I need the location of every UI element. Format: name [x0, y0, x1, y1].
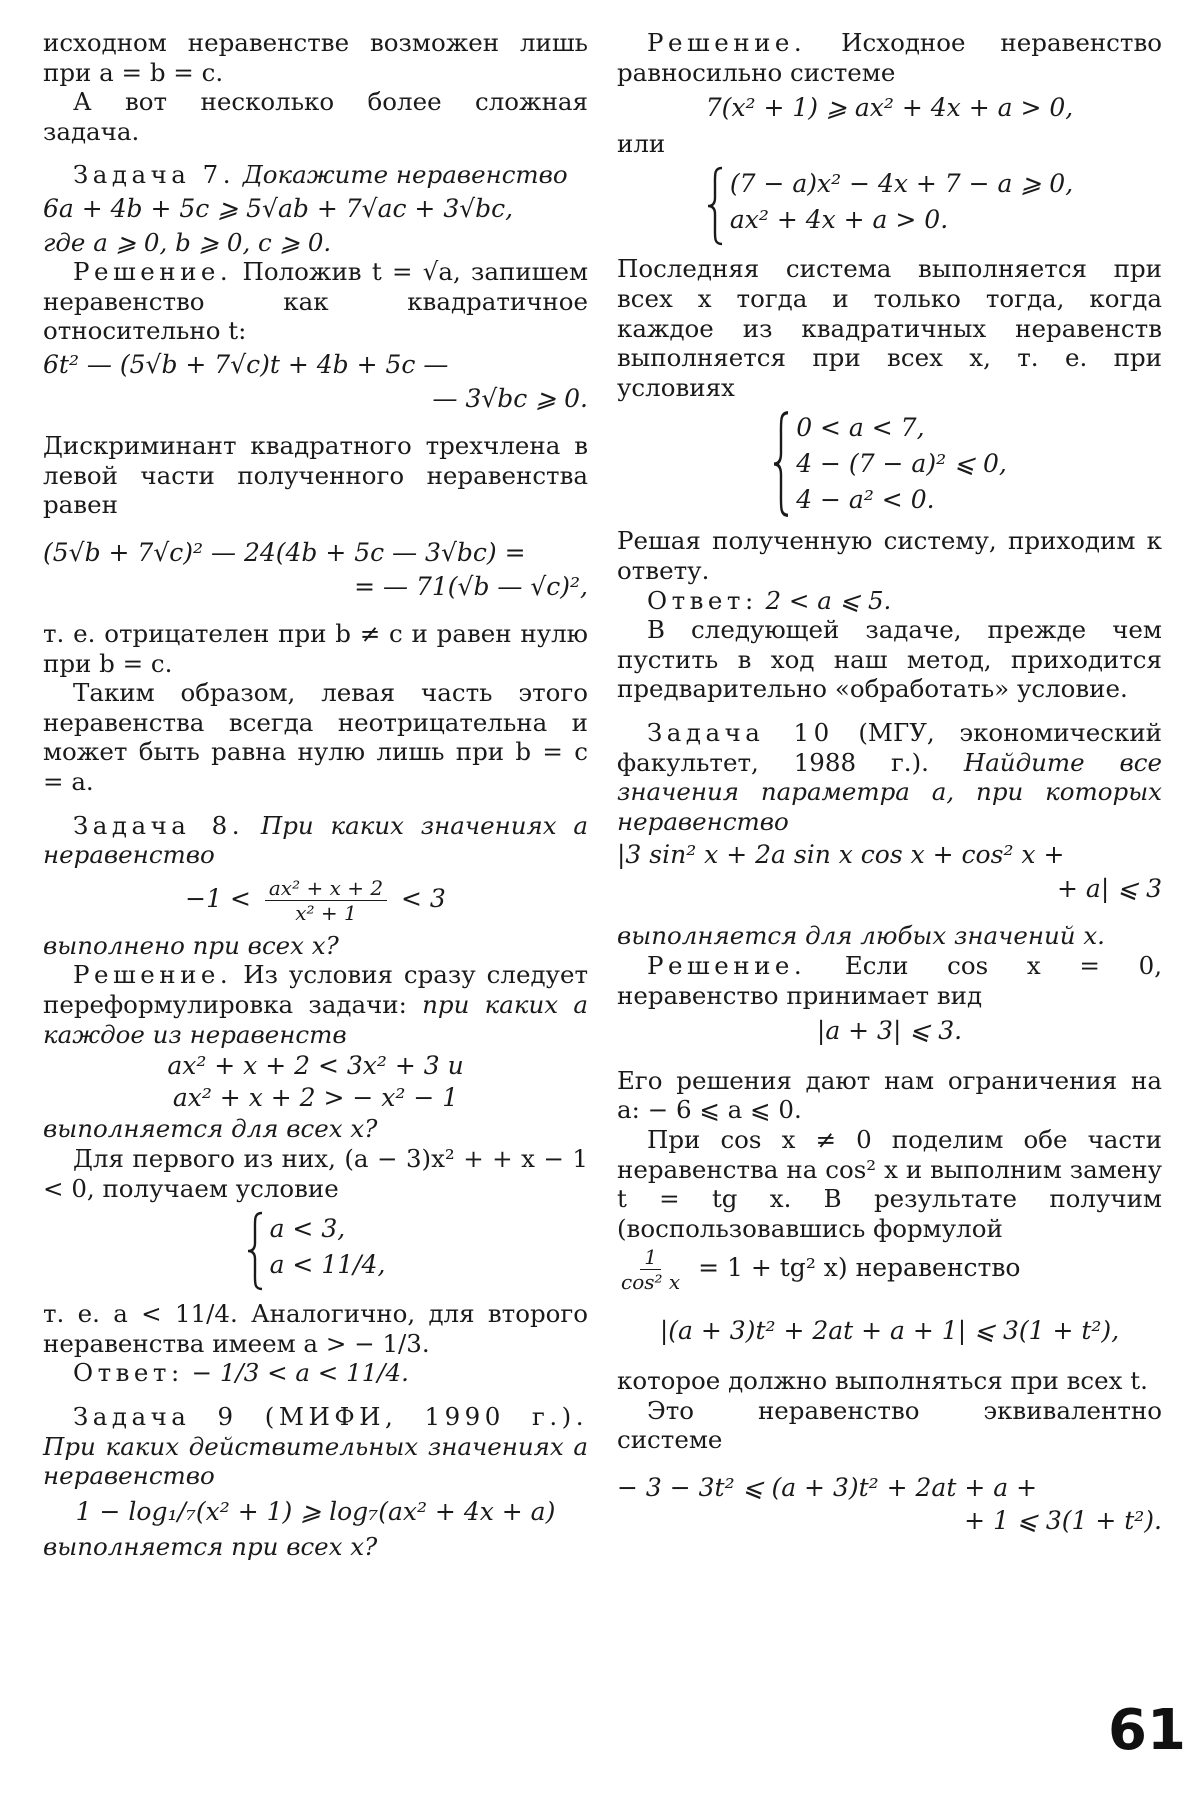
- problem-9: [43, 1402, 588, 1491]
- system-line: a < 11/4,: [269, 1250, 386, 1280]
- formula: — 3√bc ⩾ 0.: [432, 383, 588, 413]
- paragraph: Таким образом, левая часть этого неравенства всегда неотрицательна и может быть равна нулю лишь при b = c = a.: [43, 678, 588, 797]
- problem-text: Докажите неравенство: [242, 160, 568, 190]
- fraction-formula: [43, 876, 588, 925]
- problem-7: [43, 160, 588, 190]
- solution-9: [617, 28, 1162, 87]
- answer-label: Ответ:: [647, 585, 758, 615]
- formula-right: < 3: [401, 883, 446, 913]
- problem-label: Задача 7.: [73, 160, 236, 190]
- formula: |a + 3| ⩽ 3.: [816, 1016, 963, 1046]
- solution-label: Решение.: [73, 257, 233, 287]
- answer-9: [617, 586, 1162, 616]
- problem-label: Задача 10: [647, 717, 834, 747]
- system-line: (7 − a)x² − 4x + 7 − a ⩾ 0,: [729, 169, 1074, 199]
- formula: ax² + x + 2 > − x² − 1: [172, 1082, 459, 1112]
- question: выполняется для всех x?: [43, 1114, 378, 1144]
- problem-label: Задача 9 (МИФИ, 1990 г.).: [73, 1401, 588, 1431]
- formula: 6a + 4b + 5c ⩾ 5√ab + 7√ac + 3√bc,: [43, 193, 514, 223]
- paragraph: т. е. отрицателен при b ≠ c и равен нулю при b = c.: [43, 619, 588, 678]
- paragraph: При cos x ≠ 0 поделим обе части неравенства на cos² x и выполним замену t = tg x. В результате получим (воспользовавшись формулой: [617, 1125, 1162, 1243]
- question: выполняется для любых значений x.: [617, 921, 1105, 951]
- solution-10: [617, 951, 1162, 1010]
- formula: 6t² — (5√b + 7√c)t + 4b + 5c —: [43, 349, 449, 379]
- equation-system: [617, 166, 1162, 246]
- system-line: a < 3,: [269, 1214, 346, 1244]
- problem-text: При каких значениях a неравенство: [43, 810, 588, 870]
- solution-label: Решение.: [647, 951, 807, 981]
- system-lines: [270, 1211, 386, 1291]
- right-column: [617, 28, 1162, 1540]
- solution-text: Если cos x = 0, неравенство принимает вид: [617, 951, 1162, 1010]
- answer-value: 2 < a ⩽ 5.: [765, 585, 892, 615]
- equation-system: [43, 1211, 588, 1291]
- formula-rest: = 1 + tg² x) неравенство: [698, 1253, 1021, 1283]
- brace-icon: [772, 410, 790, 518]
- fraction: [617, 1245, 684, 1294]
- solution-text: Исходное неравенство равносильно системе: [617, 28, 1162, 87]
- condition: где a ⩾ 0, b ⩾ 0, c ⩾ 0.: [43, 227, 332, 257]
- brace-icon: [706, 166, 724, 246]
- system-line: 4 − (7 − a)² ⩽ 0,: [796, 449, 1007, 479]
- solution-text: Из условия сразу следует переформулировка задачи:: [43, 960, 589, 1020]
- system-line: ax² + 4x + a > 0.: [729, 205, 949, 235]
- problem-text: Найдите все значения параметра a, при которых неравенство: [617, 747, 1162, 836]
- formula: (5√b + 7√c)² — 24(4b + 5c — 3√bc) =: [43, 537, 526, 567]
- solution-8: [43, 960, 588, 1049]
- solution-label: Решение.: [73, 960, 233, 990]
- paragraph: которое должно выполняться при всех t.: [617, 1366, 1148, 1395]
- denominator: cos² x: [621, 1270, 681, 1295]
- problem-10: [617, 718, 1162, 836]
- paragraph: Его решения дают нам ограничения на a: − 6 ⩽ a ⩽ 0.: [617, 1065, 1162, 1125]
- brace-icon: [246, 1211, 264, 1291]
- system-line: 0 < a < 7,: [796, 413, 925, 443]
- formula: = — 71(√b — √c)²,: [354, 571, 588, 601]
- page-number: 61: [1108, 1698, 1186, 1763]
- paragraph: Дискриминант квадратного трехчлена в левой части полученного неравенства равен: [43, 431, 588, 520]
- formula: + 1 ⩽ 3(1 + t²).: [964, 1506, 1162, 1536]
- solution-text: Положив t = √a, запишем неравенство как квадратичное относительно t:: [43, 257, 588, 346]
- formula: |(a + 3)t² + 2at + a + 1| ⩽ 3(1 + t²),: [659, 1316, 1120, 1346]
- formula: 7(x² + 1) ⩾ ax² + 4x + a > 0,: [705, 93, 1074, 123]
- numerator: ax² + x + 2: [265, 876, 387, 901]
- paragraph: Для первого из них, (a − 3)x² + + x − 1 < 0, получаем условие: [43, 1144, 588, 1203]
- equation-system: [617, 410, 1162, 518]
- system-lines: [796, 410, 1007, 518]
- paragraph: т. е. a < 11/4. Аналогично, для второго неравенства имеем a > − 1/3.: [43, 1299, 588, 1358]
- formula-left: −1 <: [185, 883, 251, 913]
- left-column: [43, 28, 588, 1562]
- paragraph: Это неравенство эквивалентно системе: [617, 1395, 1162, 1455]
- problem-8: [43, 811, 588, 870]
- paragraph: Последняя система выполняется при всех x тогда и только тогда, когда каждое из квадратичных неравенств выполняется при всех x, т. е. при условиях: [617, 254, 1162, 402]
- formula: ax² + x + 2 < 3x² + 3 и: [167, 1051, 464, 1081]
- solution-7: [43, 257, 588, 346]
- paragraph: В следующей задаче, прежде чем пустить в ход наш метод, приходится предварительно «обработать» условие.: [617, 615, 1162, 704]
- denominator: x² + 1: [295, 900, 357, 925]
- problem-source: (МГУ, экономический факультет, 1988 г.).: [617, 717, 1162, 777]
- problem-text: При каких действительных значениях a неравенство: [43, 1431, 588, 1491]
- system-lines: [730, 166, 1073, 246]
- solution-label: Решение.: [647, 28, 807, 57]
- paragraph: или: [617, 128, 666, 158]
- fraction: [265, 876, 387, 925]
- question: выполнено при всех x?: [43, 930, 339, 960]
- system-line: 4 − a² < 0.: [796, 485, 935, 515]
- formula: − 3 − 3t² ⩽ (a + 3)t² + 2at + a +: [617, 1472, 1038, 1502]
- formula: 1 − log₁/₇(x² + 1) ⩾ log₇(ax² + 4x + a): [75, 1496, 556, 1526]
- problem-label: Задача 8.: [73, 810, 245, 840]
- answer-8: [43, 1358, 588, 1388]
- formula: + a| ⩽ 3: [1057, 873, 1162, 903]
- question: выполняется при всех x?: [43, 1532, 378, 1562]
- fraction-formula: [617, 1245, 1162, 1294]
- answer-label: Ответ:: [73, 1358, 184, 1388]
- paragraph: исходном неравенстве возможен лишь при a = b = c.: [43, 28, 588, 87]
- paragraph: А вот несколько более сложная задача.: [43, 87, 588, 146]
- answer-value: − 1/3 < a < 11/4.: [191, 1358, 409, 1388]
- solution-text-italic: при каких a каждое из неравенств: [43, 990, 588, 1049]
- numerator: 1: [640, 1245, 661, 1270]
- paragraph: Решая полученную систему, приходим к ответу.: [617, 526, 1162, 585]
- formula: |3 sin² x + 2a sin x cos x + cos² x +: [617, 840, 1065, 870]
